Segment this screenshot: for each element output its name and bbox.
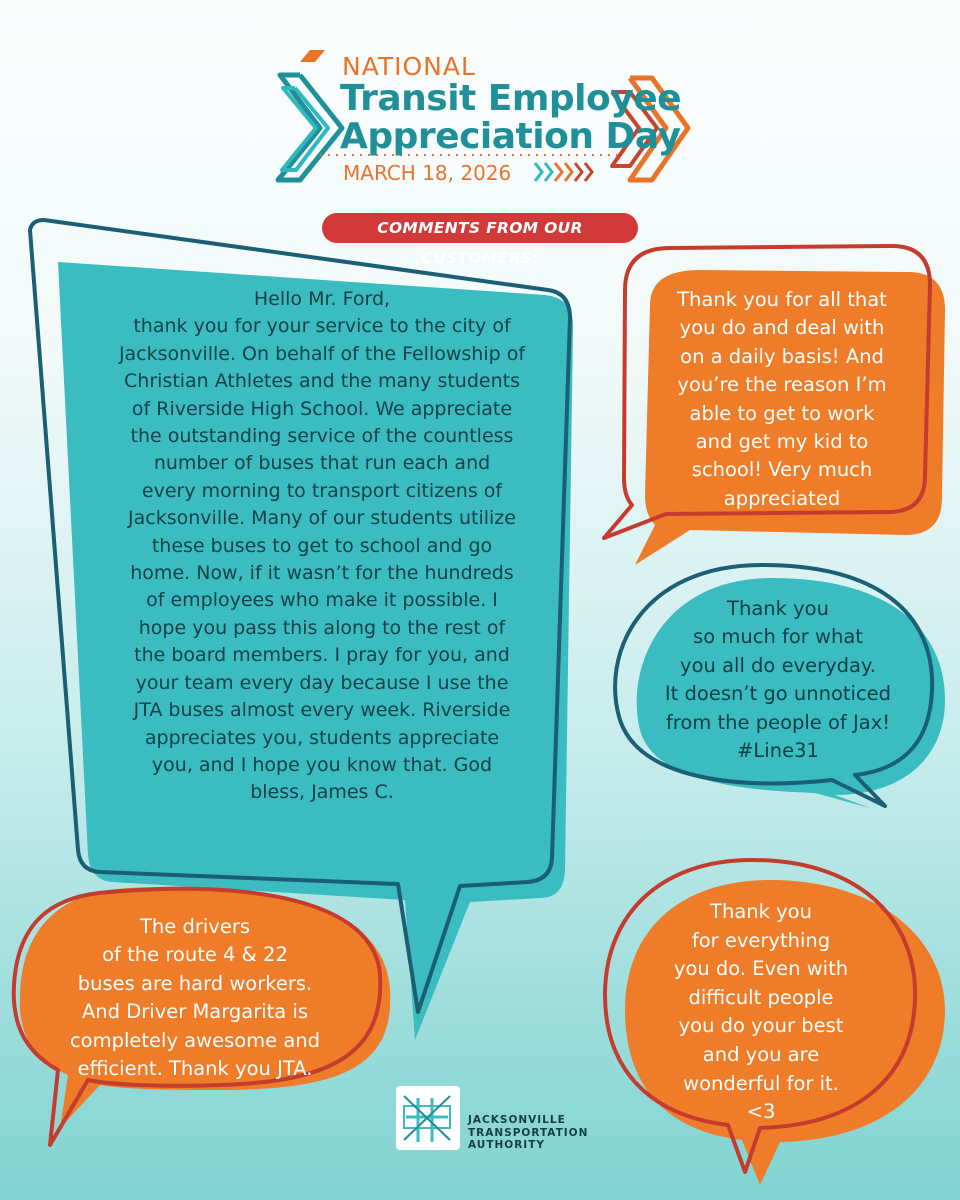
date-arrows-icon (535, 163, 592, 181)
header-title-line1: Transit Employee (340, 78, 682, 119)
main-comment (72, 286, 572, 807)
comment-2-text: Thank you so much for what you all do everyday. It doesn’t go unnoticed from the people of Jax! #Line31 (664, 597, 892, 763)
main-comment-text: Hello Mr. Ford, thank you for your service to the city of Jacksonville. On behalf of the Fellowship of Christian Athletes and the many students of Riverside High School. We appreciate the outstanding service of the countless number of buses that run each and every morning to transport citizens of Jacksonville. Many of our students utilize these buses to get to school and go home. Now, if it wasn’t for the hundreds of employees who make it possible. I hope you pass this along to the rest of the board members. I pray for you, and your team every day because I use the JTA buses almost every week. Riverside appreciates you, students appreciate you, and I hope you know that. God bless, James C. (118, 288, 526, 804)
jta-logo-text (468, 1114, 588, 1152)
comment-3-text: The drivers of the route 4 & 22 buses are hard workers. And Driver Margarita is completely awesome and efficient. Thank you JTA. (69, 915, 321, 1081)
header-date: MARCH 18, 2026 (343, 161, 512, 185)
comments-banner: COMMENTS FROM OUR CUSTOMERS: (322, 213, 638, 243)
logo-line2: TRANSPORTATION (468, 1126, 589, 1139)
header-title-line2: Appreciation Day (340, 116, 681, 157)
jta-logo-icon (396, 1086, 460, 1150)
header-national: NATIONAL (342, 52, 476, 81)
logo-line3: AUTHORITY (468, 1139, 545, 1151)
comment-4-text: Thank you for everything you do. Even with difficult people you do your best and you are wonderful for it. <3 (673, 900, 849, 1124)
comment-1-text: Thank you for all that you do and deal with on a daily basis! And you’re the reason I’m able to get to work and get my kid to school! Very much appreciated (677, 288, 887, 510)
logo-line1: JACKSONVILLE (468, 1114, 566, 1126)
